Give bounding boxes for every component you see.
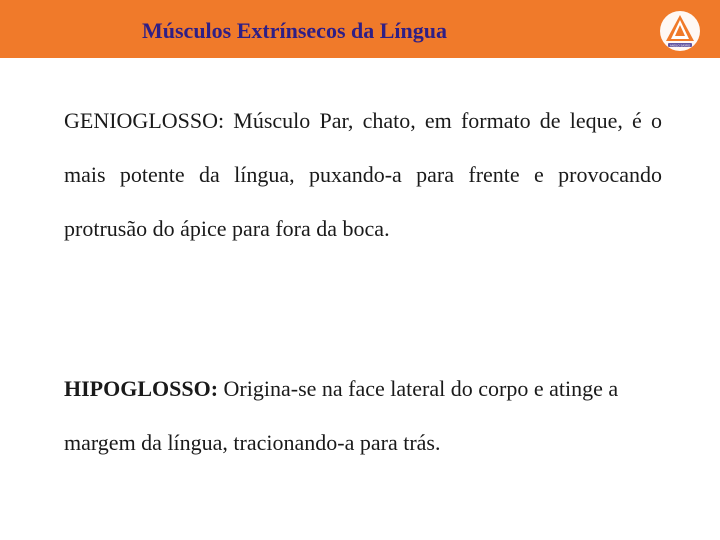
triangle-logo-icon — [658, 9, 702, 53]
paragraph-genioglosso — [64, 94, 662, 256]
paragraph-hipoglosso-text: Origina-se na face lateral do corpo e atinge a margem da língua, tracionando-a para trás. — [64, 376, 619, 455]
slide-title: Músculos Extrínsecos da Língua — [142, 18, 447, 43]
paragraph-genioglosso-text: : Músculo Par, chato, em formato de leque, é o mais potente da língua, puxando-a para frente e provocando protrusão do ápice para fora da boca. — [64, 108, 662, 241]
logo-caption: ANGLO SAXÃO — [669, 43, 691, 48]
content — [64, 94, 662, 455]
term-hipoglosso: HIPOGLOSSO: — [64, 376, 219, 401]
paragraph-hipoglosso — [64, 362, 662, 470]
term-genioglosso: GENIOGLOSSO — [64, 108, 218, 133]
title-bar — [0, 0, 720, 58]
